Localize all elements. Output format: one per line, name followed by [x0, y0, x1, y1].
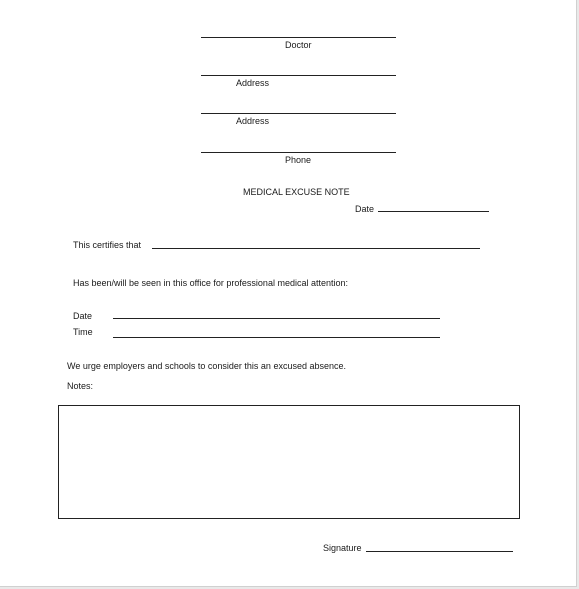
address1-label: Address [236, 78, 270, 88]
phone-line [201, 152, 396, 153]
date-label: Date [355, 204, 375, 214]
certifies-label: This certifies that [73, 240, 142, 250]
phone-label: Phone [285, 155, 312, 165]
notes-box[interactable] [58, 405, 520, 519]
patient-name-line[interactable] [152, 248, 480, 249]
date-field-line[interactable] [378, 211, 489, 212]
address2-line [201, 113, 396, 114]
seen-statement: Has been/will be seen in this office for professional medical attention: [73, 278, 348, 288]
doctor-label: Doctor [285, 40, 312, 50]
visit-date-label: Date [73, 311, 93, 321]
address1-line [201, 75, 396, 76]
address2-label: Address [236, 116, 270, 126]
urge-statement: We urge employers and schools to consider this an excused absence. [67, 361, 346, 371]
document-title: MEDICAL EXCUSE NOTE [243, 187, 350, 197]
signature-line[interactable] [366, 551, 513, 552]
visit-date-line[interactable] [113, 318, 440, 319]
doctor-line [201, 37, 396, 38]
signature-label: Signature [323, 543, 362, 553]
notes-label: Notes: [67, 381, 94, 391]
visit-time-label: Time [73, 327, 93, 337]
visit-time-line[interactable] [113, 337, 440, 338]
